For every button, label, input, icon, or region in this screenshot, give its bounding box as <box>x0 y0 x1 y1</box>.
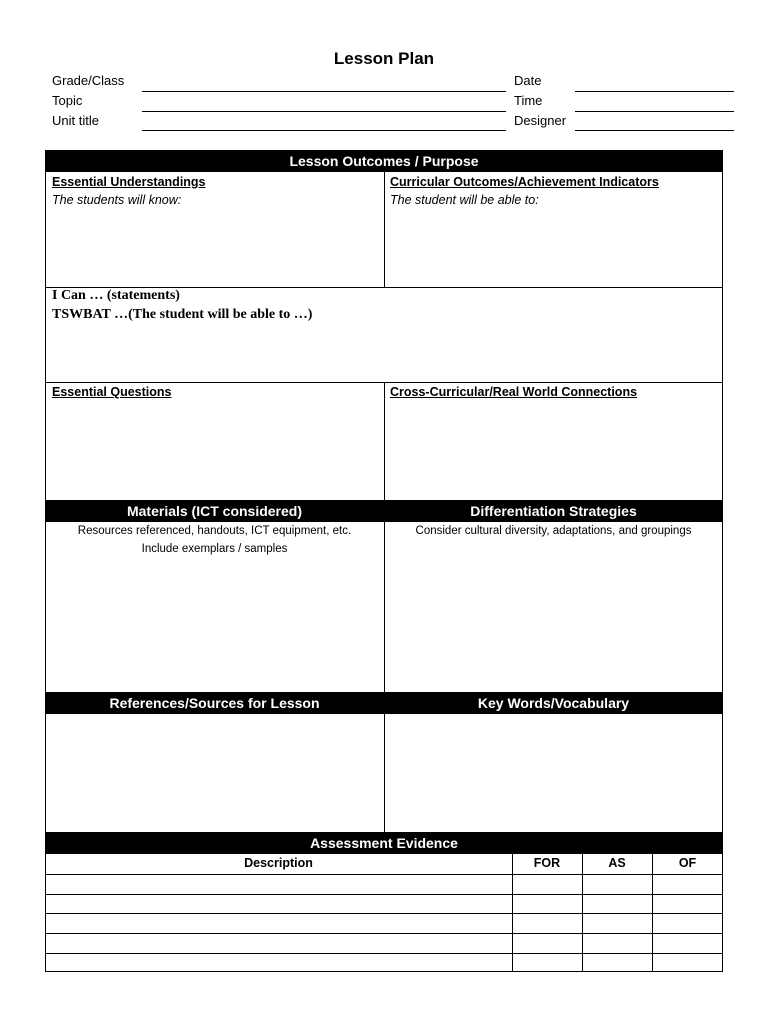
essential-understandings-input[interactable] <box>48 212 381 284</box>
differentiation-input[interactable] <box>388 545 720 690</box>
essential-understandings-prompt: The students will know: <box>52 193 182 207</box>
references-bar: References/Sources for Lesson <box>45 692 384 714</box>
designer-field[interactable] <box>575 130 734 131</box>
page-title: Lesson Plan <box>333 49 435 68</box>
lesson-outcomes-bar: Lesson Outcomes / Purpose <box>45 150 723 172</box>
divider <box>384 522 385 692</box>
keywords-bar: Key Words/Vocabulary <box>384 692 723 714</box>
keywords-input[interactable] <box>388 717 720 829</box>
essential-questions-heading: Essential Questions <box>52 385 172 399</box>
topic-field[interactable] <box>142 111 506 112</box>
curricular-outcomes-prompt: The student will be able to: <box>390 193 539 207</box>
grade-class-label: Grade/Class <box>52 73 125 88</box>
unit-title-field[interactable] <box>142 130 506 131</box>
table-row <box>45 913 723 914</box>
designer-label: Designer <box>514 113 567 128</box>
cross-curricular-heading: Cross-Curricular/Real World Connections <box>390 385 638 399</box>
table-row <box>45 874 723 875</box>
assessment-col-for: FOR <box>533 856 561 870</box>
materials-bar: Materials (ICT considered) <box>45 500 384 522</box>
date-field[interactable] <box>575 91 734 92</box>
time-label: Time <box>514 93 543 108</box>
table-row <box>45 933 723 934</box>
time-field[interactable] <box>575 111 734 112</box>
materials-hint-2: Include exemplars / samples <box>141 543 288 555</box>
assessment-col-description: Description <box>244 856 313 870</box>
essential-questions-input[interactable] <box>48 404 381 498</box>
divider <box>384 714 385 832</box>
curricular-outcomes-input[interactable] <box>388 212 720 284</box>
divider <box>384 172 385 287</box>
essential-understandings-heading: Essential Understandings <box>52 175 206 189</box>
assessment-col-as: AS <box>608 856 626 870</box>
topic-label: Topic <box>52 93 83 108</box>
assessment-col-of: OF <box>678 856 697 870</box>
i-can-input[interactable] <box>48 328 720 380</box>
differentiation-hint: Consider cultural diversity, adaptations, and groupings <box>415 525 692 537</box>
table-row <box>45 953 723 954</box>
assessment-bar: Assessment Evidence <box>45 832 723 854</box>
curricular-outcomes-heading: Curricular Outcomes/Achievement Indicators <box>390 175 659 189</box>
tswbat-heading: TSWBAT …(The student will be able to …) <box>52 307 313 322</box>
i-can-heading: I Can … (statements) <box>52 288 180 303</box>
materials-hint-1: Resources referenced, handouts, ICT equipment, etc. <box>77 525 352 537</box>
references-input[interactable] <box>48 717 381 829</box>
materials-input[interactable] <box>48 560 381 690</box>
unit-title-label: Unit title <box>52 113 99 128</box>
grade-class-field[interactable] <box>142 91 506 92</box>
divider <box>384 382 385 500</box>
differentiation-bar: Differentiation Strategies <box>384 500 723 522</box>
date-label: Date <box>514 73 542 88</box>
cross-curricular-input[interactable] <box>388 404 720 498</box>
table-row <box>45 894 723 895</box>
